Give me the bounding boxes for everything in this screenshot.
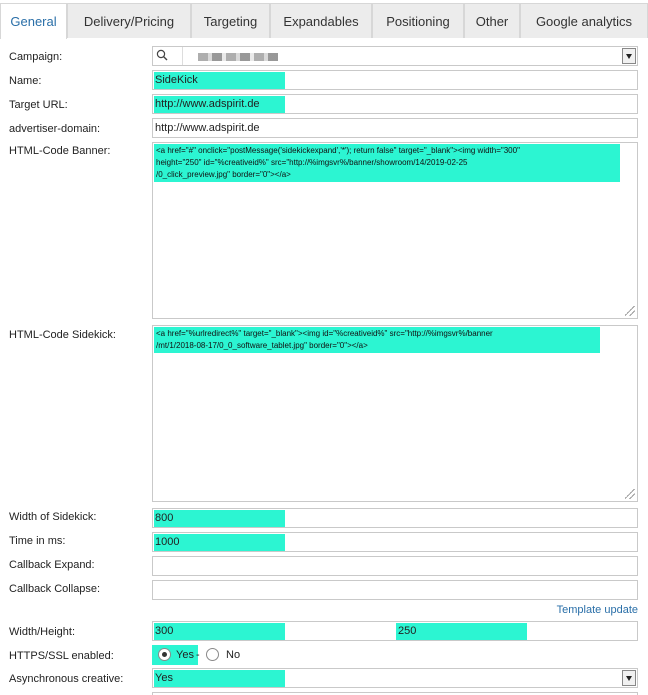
width-sidekick-label: Width of Sidekick: xyxy=(9,511,97,523)
resize-handle-icon[interactable] xyxy=(625,306,635,316)
advertiser-domain-input[interactable] xyxy=(152,118,638,138)
https-yes-label: Yes xyxy=(176,649,194,661)
https-label: HTTPS/SSL enabled: xyxy=(9,650,114,662)
callback-expand-input[interactable] xyxy=(152,556,638,576)
template-update-link[interactable]: Template update xyxy=(556,604,638,616)
time-ms-value: 1000 xyxy=(155,536,180,548)
async-value: Yes xyxy=(155,672,173,684)
width-height-row xyxy=(152,621,638,641)
callback-expand-label: Callback Expand: xyxy=(9,559,95,571)
tab-google-analytics[interactable]: Google analytics xyxy=(520,3,648,38)
html-banner-label: HTML-Code Banner: xyxy=(9,145,111,157)
tab-bar xyxy=(0,0,648,38)
callback-expand-value xyxy=(154,560,155,572)
width-sidekick-input[interactable] xyxy=(152,508,638,528)
tab-other[interactable]: Other xyxy=(464,3,520,38)
tab-expandables[interactable]: Expandables xyxy=(270,3,372,38)
html-sidekick-label: HTML-Code Sidekick: xyxy=(9,329,116,341)
target-url-label: Target URL: xyxy=(9,99,68,111)
chevron-down-icon[interactable] xyxy=(622,670,636,686)
width-height-label: Width/Height: xyxy=(9,626,76,638)
html-banner-code: <a href="#" onclick="postMessage('sidekickexpand','*'); return false" target="_blank"><img width="300" height="250" id="%creativeid%" src="http://%imgsvr%/banner/showroom/14/2019-02-25 /0_click_preview.jpg" border="0"></a> xyxy=(154,144,620,182)
height-value[interactable]: 250 xyxy=(398,625,417,637)
chevron-down-icon[interactable] xyxy=(622,48,636,64)
https-yes-radio[interactable] xyxy=(158,648,171,661)
tab-general[interactable]: General xyxy=(0,3,67,39)
tab-targeting[interactable]: Targeting xyxy=(191,3,270,38)
advertiser-domain-label: advertiser-domain: xyxy=(9,123,101,135)
name-value: SideKick xyxy=(155,74,198,86)
html-banner-textarea[interactable] xyxy=(152,142,638,319)
tab-positioning[interactable]: Positioning xyxy=(372,3,464,38)
campaign-label: Campaign: xyxy=(9,51,63,63)
name-input[interactable] xyxy=(152,70,638,90)
campaign-select[interactable] xyxy=(152,46,638,66)
advertiser-domain-value: http://www.adspirit.de xyxy=(155,122,260,134)
search-icon xyxy=(156,49,168,64)
callback-collapse-value xyxy=(154,584,155,596)
campaign-redacted xyxy=(198,53,278,61)
target-url-value: http://www.adspirit.de xyxy=(155,98,260,110)
width-sidekick-highlight xyxy=(154,510,285,527)
callback-collapse-label: Callback Collapse: xyxy=(9,583,101,595)
target-url-input[interactable] xyxy=(152,94,638,114)
width-highlight xyxy=(154,623,285,640)
async-label: Asynchronous creative: xyxy=(9,673,124,685)
https-no-radio[interactable] xyxy=(206,648,219,661)
callback-collapse-input[interactable] xyxy=(152,580,638,600)
time-ms-label: Time in ms: xyxy=(9,535,66,547)
async-highlight xyxy=(154,670,285,687)
width-sidekick-value: 800 xyxy=(155,512,174,524)
https-dash: - xyxy=(196,649,200,661)
time-ms-input[interactable] xyxy=(152,532,638,552)
https-no-label: No xyxy=(226,649,241,661)
width-value[interactable]: 300 xyxy=(155,625,174,637)
html-sidekick-textarea[interactable] xyxy=(152,325,638,502)
async-select[interactable] xyxy=(152,668,638,688)
resize-handle-icon[interactable] xyxy=(625,489,635,499)
html-sidekick-code: <a href="%urlredirect%" target="_blank"><img id="%creativeid%" src="http://%imgsvr%/banner /mt/1/2018-08-17/0_0_software_tablet.jpg" border="0"></a> xyxy=(154,327,600,353)
name-label: Name: xyxy=(9,75,42,87)
tab-delivery-pricing[interactable]: Delivery/Pricing xyxy=(67,3,191,38)
